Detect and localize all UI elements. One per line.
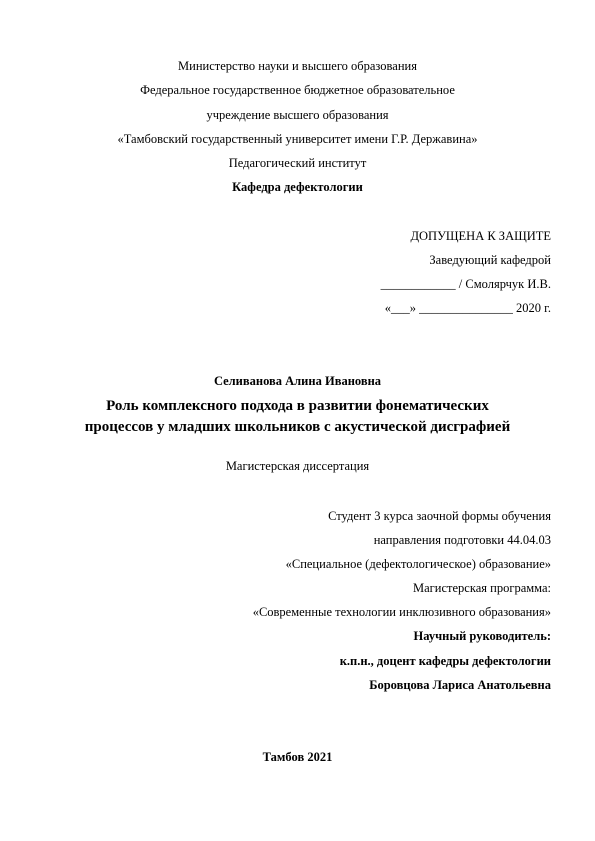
city-year: Тамбов 2021: [262, 750, 333, 764]
federal-line: Федеральное государственное бюджетное образовательное: [140, 83, 455, 97]
ministry-line: Министерство науки и высшего образования: [178, 59, 417, 73]
student-specialty: «Специальное (дефектологическое) образование»: [285, 557, 551, 571]
student-course: Студент 3 курса заочной формы обучения: [328, 509, 551, 523]
author-name: Селиванова Алина Ивановна: [213, 374, 382, 388]
signature-line: ____________ / Смолярчук И.В.: [380, 277, 551, 291]
supervisor-position: к.п.н., доцент кафедры дефектологии: [339, 654, 551, 668]
thesis-title-line-1: Роль комплексного подхода в развитии фонематических: [106, 398, 489, 414]
institution-line: учреждение высшего образования: [206, 108, 389, 122]
supervisor-name: Боровцова Лариса Анатольевна: [369, 678, 551, 692]
work-type: Магистерская диссертация: [225, 459, 370, 473]
student-direction: направления подготовки 44.04.03: [373, 533, 551, 547]
institute-line: Педагогический институт: [228, 156, 367, 170]
program-name: «Современные технологии инклюзивного образования»: [252, 605, 551, 619]
admitted-to-defense: ДОПУЩЕНА К ЗАЩИТЕ: [410, 229, 551, 243]
thesis-title-line-2: процессов у младших школьников с акустической дисграфией: [84, 419, 511, 435]
department-line: Кафедра дефектологии: [232, 180, 363, 194]
university-line: «Тамбовский государственный университет имени Г.Р. Державина»: [117, 132, 478, 146]
head-of-department: Заведующий кафедрой: [429, 253, 551, 267]
program-label: Магистерская программа:: [412, 581, 551, 595]
supervisor-label: Научный руководитель:: [413, 629, 551, 643]
approval-date: «___» _______________ 2020 г.: [384, 301, 551, 315]
